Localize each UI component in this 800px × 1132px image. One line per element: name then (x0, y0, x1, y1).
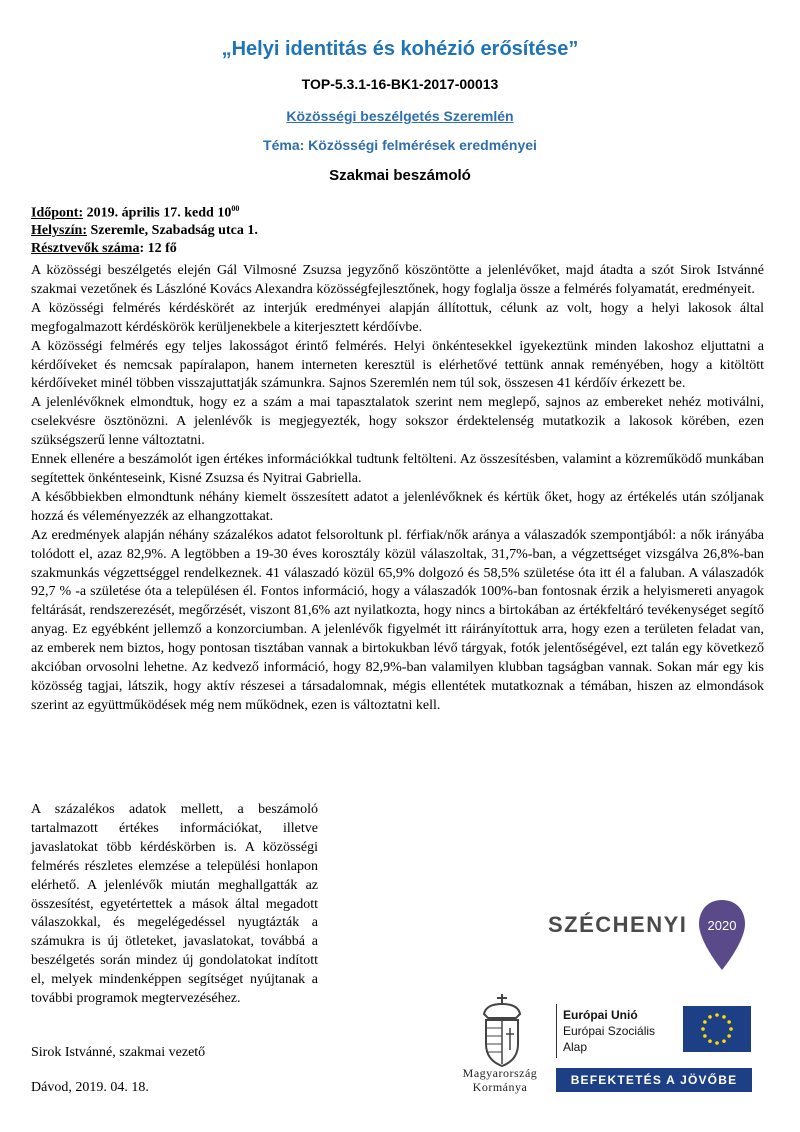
time-value: 2019. április 17. kedd 10 (83, 205, 232, 221)
meeting-details (31, 200, 258, 257)
paragraph: A közösségi beszélgetés elején Gál Vilmosné Zsuzsa jegyzőnő köszöntötte a jelenlévőket, majd átadta a szót Sirok Istvánné szakmai vezetőnek és Lászlóné Kovács Alexandra közösségfejlesztőnek, hogy foglalja össze a felmérés folyamatát, eredményeit. (31, 263, 764, 297)
eu-star-icon (701, 1027, 705, 1031)
paragraph: Ennek ellenére a beszámolót igen értékes információkkal tudtunk feltölteni. Az összesítésben, valamint a közreműködő munkában segítettek önkénteseink, Kisné Zsuzsa és Nyitrai Gabriella. (31, 452, 764, 486)
document-type: Szakmai beszámoló (329, 167, 471, 184)
event-title: Közösségi beszélgetés Szeremlén (286, 108, 514, 124)
topic-title: Téma: Közösségi felmérések eredményei (263, 137, 537, 153)
eu-flag-icon (683, 1006, 751, 1052)
szechenyi-pin-icon (697, 898, 747, 973)
document-title: „Helyi identitás és kohézió erősítése” (221, 38, 579, 60)
time-row (31, 200, 258, 222)
paragraph: A jelenlévőknek elmondtuk, hogy ez a szám a mai tapasztalatok szerint nem meglepő, sajnos az embereket nehéz motiválni, cselekvésre ösztönözni. A jelenlévők is megjegyezték, hogy sokszor érdektelenség mutatkozik a lakosok körében, ezen szükségszerű lenne változtatni. (31, 395, 764, 449)
eu-star-icon (715, 1013, 719, 1017)
place-label: Helyszín: (31, 223, 87, 239)
invest-in-future-banner: BEFEKTETÉS A JÖVŐBE (556, 1068, 752, 1092)
eu-star-icon (722, 1039, 726, 1043)
paragraph: Az eredmények alapján néhány százalékos adatot felsoroltunk pl. férfiak/nők aránya a válaszadók szempontjából: a nők irányába tolódott el, azaz 82,9%. A legtöbben a 19-30 éves korosztály közül válaszoltak, 31,7%-ban, a végzettséget vizsgálva 26,8%-ban szakmunkás végzettséggel rendelkeznek. 41 válaszadó közül 65,9% dolgozó és 58,5% születése óta itt él a faluban. A válaszadók 92,7 % -a születése óta a településen él. Fontos információ, hogy a válaszadók 100%-ban fontosnak érzik a helyismereti anyagok feltárását, rendszerezését, megőrzését, viszont 81,6% azt nyilatkozta, hogy nincs a birtokában az értékfeltáró tevékenységet segítő anyag. Ez egyébként jellemző a konzorciumban. A jelenlévők figyelmét itt ráirányítottuk arra, hogy ezen a területen feladat van, az emberek nem biztos, hogy pontosan tisztában vannak a birtokukban lévő tárgyak, fotók jelentőségével, ezt talán egy következő akcióban orvosolni lehetne. Az kedvező információ, hogy 82,9%-ban valamilyen klubban tagságban vannak. Sokan már egy kis közösség tagjai, látszik, hogy aktív részesei a társadalomnak, mégis ellentétek mutatkoznak a témában, hiszen az elmondások szerint az együttműködések még nem működnek, ezen is változtatni kell. (31, 527, 764, 713)
paragraph: A százalékos adatok mellett, a beszámoló tartalmazott értékes információkat, illetve javaslatokat több kérdéskörben is. A közösségi felmérés részletes elemzése a települési honlapon elérhető. A jelenlévők miután meghallgatták az összesítést, egyetértettek a mások által megadott válaszokkal, és megelégedéssel nyugtázták a számukra is új ötleteket, javaslatokat, továbbá a beszélgetés során mindez új gondolatokat indított el, melyek mindenképpen segítséget nyújtanak a további programok megtervezéséhez. (31, 802, 318, 1007)
place-value: Szeremle, Szabadság utca 1. (87, 223, 258, 239)
eu-star-icon (715, 1041, 719, 1045)
gov-line-2: Kormánya (472, 1080, 528, 1094)
report-body (31, 262, 764, 716)
closing-paragraph (31, 801, 318, 1009)
time-minutes: 00 (231, 204, 240, 213)
eu-line-3: Alap (563, 1040, 588, 1054)
eu-star-icon (729, 1027, 733, 1031)
participants-label: Résztvevők száma (31, 240, 140, 256)
date-line: Dávod, 2019. 04. 18. (31, 1080, 149, 1095)
paragraph: A közösségi felmérés kérdéskörét az interjúk eredményei alapján állítottuk, célunk az volt, hogy a helyi lakosok által megfogalmazott kérdéskörök kerüljenekbele a kiterjesztett kérdőívbe. (31, 300, 764, 335)
signature: Sirok Istvánné, szakmai vezető (31, 1045, 206, 1060)
hungarian-coat-of-arms-icon (476, 992, 528, 1068)
gov-line-1: Magyarország (462, 1066, 538, 1080)
time-label: Időpont: (31, 205, 84, 221)
szechenyi-logo-text: SZÉCHENYI (548, 912, 688, 937)
eu-star-icon (703, 1034, 707, 1038)
eu-line-2: Európai Szociális (563, 1024, 656, 1038)
eu-star-icon (708, 1015, 712, 1019)
eu-star-icon (703, 1020, 707, 1024)
participants-value: : 12 fő (139, 240, 177, 256)
eu-star-icon (722, 1015, 726, 1019)
eu-line-1: Európai Unió (563, 1008, 638, 1022)
eu-star-icon (727, 1034, 731, 1038)
szechenyi-year: 2020 (707, 918, 737, 933)
paragraph: A későbbiekben elmondtunk néhány kiemelt összesített adatot a jelenlévőknek és kértük őket, hogy az értékelés után szóljanak hozzá és véleményezzék az elhangzottakat. (31, 489, 764, 524)
logo-divider (556, 1004, 557, 1058)
eu-fund-text (563, 1007, 655, 1055)
participants-row (31, 240, 258, 258)
paragraph: A közösségi felmérés egy teljes lakosságot érintő felmérés. Helyi önkéntesekkel igyekeztünk minden lakoshoz eljuttatni a kérdőíveket és nemcsak papíralapon, hanem interneten keresztül is elérhetővé tettünk annak reményében, hogy a kitöltött kérdőíveket minél többen visszajuttatják számunkra. Sajnos Szeremlén nem túl sok, összesen 41 kérdőív érkezett be. (31, 338, 764, 392)
place-row (31, 222, 258, 240)
project-code: TOP-5.3.1-16-BK1-2017-00013 (301, 76, 499, 92)
eu-star-icon (727, 1020, 731, 1024)
eu-star-icon (708, 1039, 712, 1043)
government-logo-text (438, 1066, 562, 1094)
